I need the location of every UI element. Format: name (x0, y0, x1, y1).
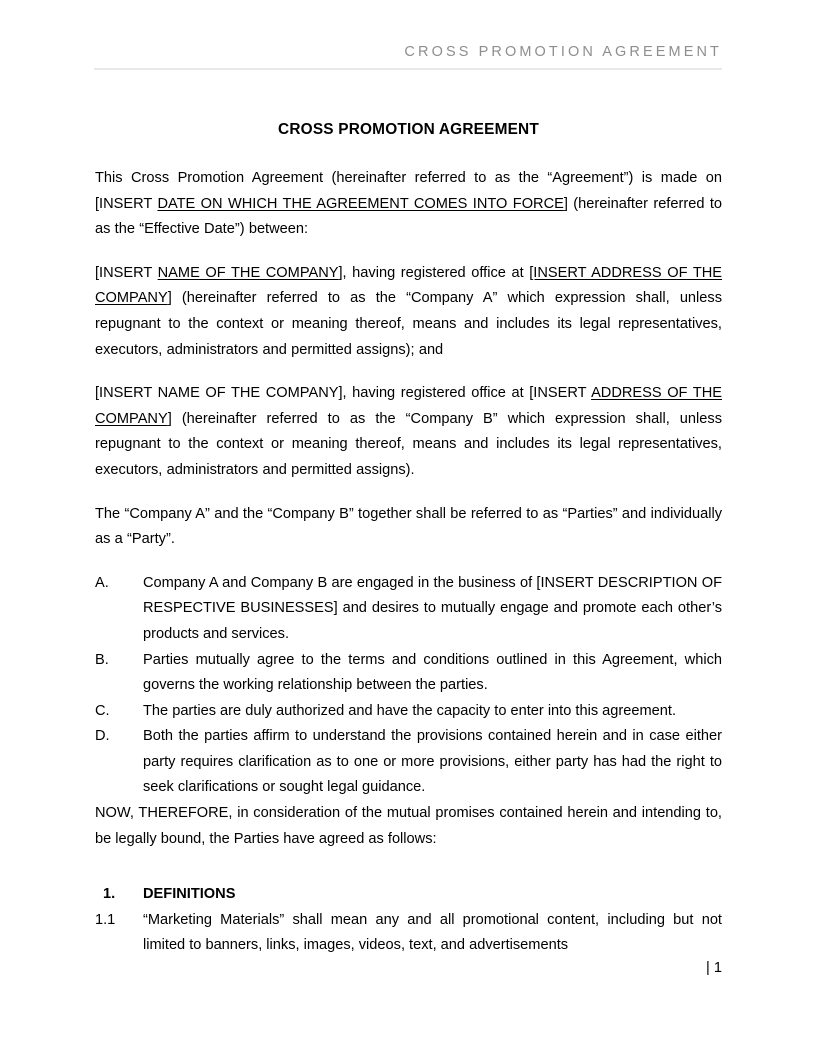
recital-text: The parties are duly authorized and have the capacity to enter into this agreement. (143, 702, 676, 719)
now-therefore-paragraph: NOW, THEREFORE, in consideration of the mutual promises contained herein and intending to, be legally bound, the Parties have agreed as follows: (95, 805, 722, 847)
intro-placeholder-date: DATE ON WHICH THE AGREEMENT COMES INTO FORCE (157, 195, 564, 212)
recital-marker: D. (95, 728, 110, 745)
clause (95, 908, 722, 959)
parties-definition-paragraph: The “Company A” and the “Company B” together shall be referred to as “Parties” and individually as a “Party”. (95, 505, 722, 548)
section-heading (95, 882, 722, 908)
clause-number: 1.1 (95, 911, 116, 928)
document-body (95, 120, 722, 959)
page-title: CROSS PROMOTION AGREEMENT (278, 121, 539, 138)
party-b-text-part2: ] (hereinafter referred to as the “Company B” which expression shall, unless repugnant to the context or meaning thereof, means and includes its legal representatives, executors, administrators and permitted assigns). (95, 410, 722, 478)
recital-text: Company A and Company B are engaged in the business of [INSERT DESCRIPTION OF RESPECTIVE BUSINESSES] and desires to mutually engage and promote each other’s products and services. (143, 574, 722, 642)
party-a-placeholder-name: NAME OF THE COMPANY (157, 264, 339, 281)
party-b-placeholder-address: ADDRESS OF THE COMPANY (95, 385, 722, 427)
party-a-placeholder-address: [INSERT ADDRESS OF THE COMPANY (95, 264, 723, 307)
recital-text: Parties mutually agree to the terms and conditions outlined in this Agreement, which governs the working relationship between the parties. (143, 651, 722, 694)
section-definitions (95, 882, 722, 959)
list-item (95, 648, 722, 699)
document-header (94, 42, 722, 70)
recital-marker: A. (95, 574, 109, 591)
section-number: 1. (103, 886, 116, 903)
section-heading-label: DEFINITIONS (143, 886, 236, 903)
intro-text-part1: This Cross Promotion Agreement (hereinafter referred to as the “Agreement”) is made on [INSERT (95, 170, 722, 212)
party-a-paragraph (95, 261, 722, 363)
clause-text: “Marketing Materials” shall mean any and all promotional content, including but not limited to banners, links, images, videos, text, and advertisements (143, 911, 722, 954)
list-item (95, 571, 722, 648)
header-divider (94, 68, 722, 70)
party-a-text-part1: [INSERT (95, 264, 158, 281)
party-b-text-part1: [INSERT NAME OF THE COMPANY], having registered office at [INSERT (95, 385, 592, 402)
page-footer (95, 958, 722, 978)
recitals-list (95, 571, 722, 801)
recital-marker: C. (95, 702, 110, 719)
party-a-text-part2: ], having registered office at (338, 264, 530, 281)
intro-text-part2: ] (hereinafter referred to as the “Effective Date”) between: (95, 195, 722, 238)
recital-text: Both the parties affirm to understand the provisions contained herein and in case either party requires clarification as to one or more provisions, either party has had the right to seek clarifications or sought legal guidance. (143, 728, 722, 796)
intro-paragraph (95, 166, 722, 243)
party-b-paragraph (95, 381, 722, 483)
page-number: | 1 (706, 960, 722, 976)
list-item (95, 724, 722, 801)
list-item (95, 699, 722, 725)
party-a-text-part3: ] (hereinafter referred to as the “Company A” which expression shall, unless repugnant to the context or meaning thereof, means and includes its legal representatives, executors, administrators and permitted assigns); and (95, 290, 722, 358)
recital-marker: B. (95, 651, 109, 668)
running-header-title: CROSS PROMOTION AGREEMENT (404, 44, 722, 60)
